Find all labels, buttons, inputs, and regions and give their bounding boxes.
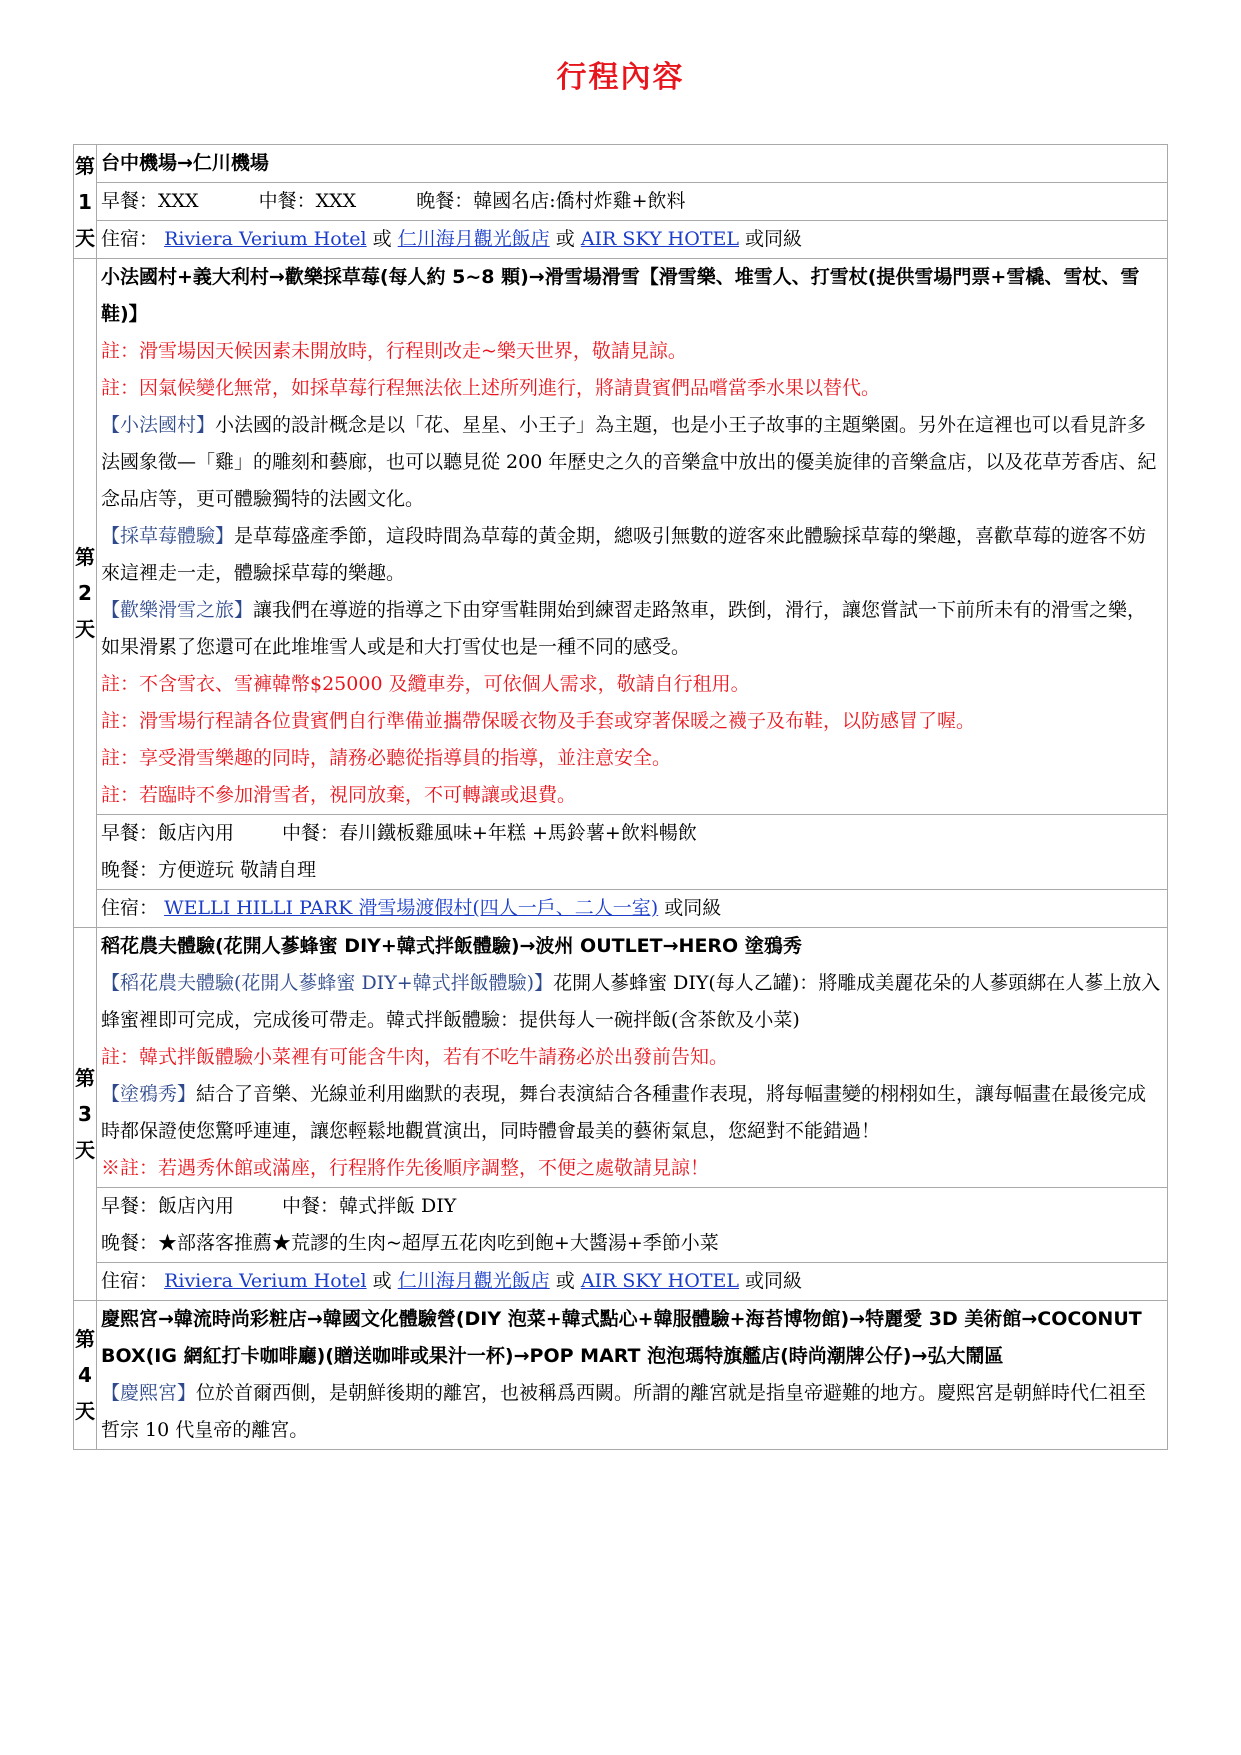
- day3-hotel-or2: 或: [555, 1270, 575, 1292]
- day1-hotel-link-riviera[interactable]: Riviera Verium Hotel: [164, 228, 367, 250]
- day3-breakfast: 早餐：飯店內用: [101, 1195, 235, 1217]
- day2-label-number: 2: [78, 581, 92, 605]
- day2-label-prefix: 第: [75, 545, 95, 569]
- day2-note5: 註：享受滑雪樂趣的同時，請務必聽從指導員的指導，並注意安全。: [101, 747, 672, 769]
- day2-desc2-tag: 【採草莓體驗】: [101, 525, 235, 547]
- day2-note3: 註：不含雪衣、雪褲韓幣$25000 及纜車券，可依個人需求，敬請自行租用。: [101, 673, 750, 695]
- day4-label: [74, 1301, 97, 1450]
- day1-hotel-suffix: 或同級: [745, 228, 803, 250]
- day3-hotel-or1: 或: [372, 1270, 392, 1292]
- day2-desc3: 讓我們在導遊的指導之下由穿雪鞋開始到練習走路煞車，跌倒，滑行，讓您嘗試一下前所未有的滑雪之樂，如果滑累了您還可在此堆堆雪人或是和大打雪仗也是一種不同的感受。: [101, 599, 1147, 658]
- day4-main-row: [74, 1301, 1168, 1450]
- itinerary-table: [73, 144, 1168, 1450]
- day2-note4: 註：滑雪場行程請各位貴賓們自行準備並攜帶保暖衣物及手套或穿著保暖之襪子及布鞋，以防感冒了喔。: [101, 710, 976, 732]
- day2-desc3-tag: 【歡樂滑雪之旅】: [101, 599, 254, 621]
- day4-label-prefix: 第: [75, 1327, 95, 1351]
- day1-dinner: 晚餐：韓國名店:僑村炸雞+飲料: [416, 190, 686, 212]
- day2-hotel-suffix: 或同級: [664, 897, 722, 919]
- day3-meals-row: [74, 1188, 1168, 1263]
- day2-note6: 註：若臨時不參加滑雪者，視同放棄，不可轉讓或退費。: [101, 784, 577, 806]
- day3-label-number: 3: [78, 1102, 92, 1126]
- day2-lunch: 中餐：春川鐵板雞風味+年糕 +馬鈴薯+飲料暢飲: [282, 822, 697, 844]
- page-title: 行程內容: [556, 60, 685, 95]
- day3-hotel-row: [74, 1263, 1168, 1301]
- day3-desc1-tag: 【稻花農夫體驗(花開人蔘蜂蜜 DIY+韓式拌飯體驗)】: [101, 972, 554, 994]
- day2-desc1: 小法國的設計概念是以「花、星星、小王子」為主題，也是小王子故事的主題樂園。另外在這裡也可以看見許多法國象徵—「雞」的雕刻和藝廊，也可以聽見從 200 年歷史之久的音樂盒中放出的優美旋律的音樂盒店，以及花草芳香店、紀念品店等，更可體驗獨特的法國文化。: [101, 414, 1157, 510]
- day1-hotel-link-haewol[interactable]: 仁川海月觀光飯店: [397, 228, 550, 250]
- day3-lunch: 中餐：韓式拌飯 DIY: [282, 1195, 457, 1217]
- day3-label: [74, 928, 97, 1301]
- day3-hotel-prefix: 住宿：: [101, 1270, 159, 1292]
- day1-hotel-link-airsky[interactable]: AIR SKY HOTEL: [580, 228, 739, 250]
- day3-main-row: [74, 928, 1168, 1188]
- day2-note1: 註：滑雪場因天候因素未開放時，行程則改走~樂天世界，敬請見諒。: [101, 340, 687, 362]
- day1-route-row: [74, 145, 1168, 183]
- day3-label-prefix: 第: [75, 1066, 95, 1090]
- day2-main-row: [74, 259, 1168, 815]
- day1-lunch: 中餐：XXX: [258, 190, 357, 212]
- day1-label-prefix: 第: [75, 153, 95, 178]
- day1-hotel-prefix: 住宿：: [101, 228, 159, 250]
- day4-route: 慶熙宮→韓流時尚彩粧店→韓國文化體驗營(DIY 泡菜+韓式點心+韓服體驗+海苔博物館)→特麗愛 3D 美術館→COCONUT BOX(IG 網紅打卡咖啡廳)(贈送咖啡或果汁一杯)→POP MART 泡泡瑪特旗艦店(時尚潮牌公仔)→弘大鬧區: [101, 1308, 1142, 1367]
- day2-hotel-prefix: 住宿：: [101, 897, 159, 919]
- day4-desc1-tag: 【慶熙宮】: [101, 1382, 197, 1404]
- day3-hotel-link-riviera[interactable]: Riviera Verium Hotel: [164, 1270, 367, 1292]
- day2-route: 小法國村+義大利村→歡樂採草莓(每人約 5~8 顆)→滑雪場滑雪【滑雪樂、堆雪人、打雪杖(提供雪場門票+雪橇、雪杖、雪鞋)】: [101, 266, 1140, 325]
- day2-label-suffix: 天: [75, 617, 95, 641]
- day1-hotel-row: [74, 221, 1168, 259]
- day2-meals-row: [74, 815, 1168, 890]
- day3-desc2-tag: 【塗鴉秀】: [101, 1083, 197, 1105]
- day2-hotel-link-wellihilli[interactable]: WELLI HILLI PARK 滑雪場渡假村(四人一戶、二人一室): [164, 897, 659, 919]
- day4-desc1: 位於首爾西側，是朝鮮後期的離宮，也被稱爲西闕。所謂的離宮就是指皇帝避難的地方。慶熙宮是朝鮮時代仁祖至哲宗 10 代皇帝的離宮。: [101, 1382, 1147, 1441]
- day3-hotel-suffix: 或同級: [745, 1270, 803, 1292]
- day2-note2: 註：因氣候變化無常，如採草莓行程無法依上述所列進行，將請貴賓們品嚐當季水果以替代。: [101, 377, 881, 399]
- day4-label-number: 4: [78, 1363, 92, 1387]
- day2-label: [74, 259, 97, 928]
- day1-breakfast: 早餐：XXX: [101, 190, 199, 212]
- day3-hotel-link-haewol[interactable]: 仁川海月觀光飯店: [397, 1270, 550, 1292]
- day3-label-suffix: 天: [75, 1138, 95, 1162]
- day3-note1: 註：韓式拌飯體驗小菜裡有可能含牛肉，若有不吃牛請務必於出發前告知。: [101, 1046, 729, 1068]
- day1-label-suffix: 天: [75, 225, 95, 250]
- day2-breakfast: 早餐：飯店內用: [101, 822, 235, 844]
- day1-label-number: 1: [78, 189, 92, 214]
- day1-label: [74, 145, 97, 259]
- day4-label-suffix: 天: [75, 1399, 95, 1423]
- day1-hotel-or1: 或: [372, 228, 392, 250]
- day3-note2: ※註：若遇秀休館或滿座，行程將作先後順序調整，不便之處敬請見諒！: [101, 1157, 710, 1179]
- day3-desc2: 結合了音樂、光線並利用幽默的表現，舞台表演結合各種畫作表現，將每幅畫變的栩栩如生，讓每幅畫在最後完成時都保證使您驚呼連連，讓您輕鬆地觀賞演出，同時體會最美的藝術氣息，您絕對不能錯過！: [101, 1083, 1147, 1142]
- day3-hotel-link-airsky[interactable]: AIR SKY HOTEL: [580, 1270, 739, 1292]
- day3-dinner: 晚餐：★部落客推薦★荒謬的生肉~超厚五花肉吃到飽+大醬湯+季節小菜: [101, 1232, 719, 1254]
- day2-desc2: 是草莓盛產季節，這段時間為草莓的黃金期，總吸引無數的遊客來此體驗採草莓的樂趣，喜歡草莓的遊客不妨來這裡走一走，體驗採草莓的樂趣。: [101, 525, 1147, 584]
- day1-route: 台中機場→仁川機場: [101, 152, 269, 174]
- day3-route: 稻花農夫體驗(花開人蔘蜂蜜 DIY+韓式拌飯體驗)→波州 OUTLET→HERO 塗鴉秀: [101, 935, 802, 957]
- day2-dinner: 晚餐：方便遊玩 敬請自理: [101, 859, 317, 881]
- day3-desc1: 花開人蔘蜂蜜 DIY(每人乙罐)：將雕成美麗花朵的人蔘頭綁在人蔘上放入蜂蜜裡即可完成，完成後可帶走。韓式拌飯體驗：提供每人一碗拌飯(含茶飲及小菜): [101, 972, 1161, 1031]
- day1-hotel-or2: 或: [555, 228, 575, 250]
- day1-meals-row: [74, 183, 1168, 221]
- day2-desc1-tag: 【小法國村】: [101, 414, 216, 436]
- day2-hotel-row: [74, 890, 1168, 928]
